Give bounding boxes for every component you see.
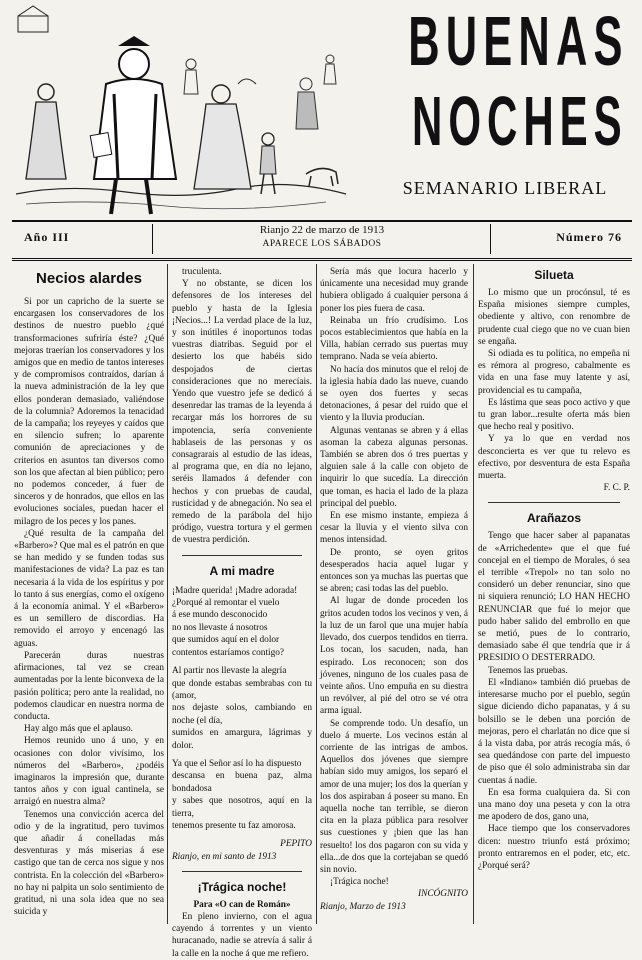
paragraph: Hay algo más que el aplauso. [24, 724, 133, 735]
issue-schedule: APARECE LOS SÁBADOS [262, 239, 382, 249]
column-4 [478, 266, 630, 872]
paragraph: En ese mismo instante, empieza á cesar la lluvia y el viento silva con menos intensidad. [320, 511, 468, 546]
poem-line: nos dejaste solos, cambiando en noche (el día, [172, 703, 312, 726]
paragraph: Al lugar de donde proceden los gritos acuden todos los vecinos y ven, á la luz de un farol que una mujer había llevado, dos cuerpos tendidos en tierra. Los tocan, los sacuden, nada, han espirado. Los reconocen; son dos jóvenes, ninguno de los cuales pasa de veinte años. Uno empuña en su diestra un revólver, al pié del otro se vé otra arma igual. [320, 596, 468, 717]
poem-heading: A mi madre [209, 563, 275, 578]
poem-stanza [172, 758, 312, 832]
paragraph: Reinaba un frío crudísimo. Los pocos establecimientos que había en la Villa, habían cerrado sus puertas muy temprano. Nada se veía abierto. [320, 315, 468, 363]
paragraph: Se comprende todo. Un desafío, un duelo á muerte. Los vecinos están al corriente de las intrigas de ambos. Aquellos dos jóvenes que siempre habían sido muy amigos, los separó el amor de una mujer; los dos la querían y los dos aspiraban á poseer su mano. En aquella noche tan terrible, se dieron cita en la plaza pública para resolver sus cuestiones y ¡bien que las han resuelto! los dos pagaron con su vida y ella...de dos que la cortejaban se quedó sin novio. [320, 718, 468, 875]
paragraph: Y ya lo que en verdad nos desconcierta es ver que tu relevo es efectivo, por desventura de esta España muerta. [478, 434, 630, 482]
section-rule [182, 871, 302, 872]
paragraph: Lo mismo que un procónsul, té es España misiones siempre cumples, obediente y altivo, con renombre de prudente cual ciego que no ve cuan bien se engaña. [478, 288, 630, 347]
column-3 [320, 266, 468, 913]
poem-line: á ese mundo desconocido [172, 610, 268, 621]
paragraph: Hemos reunido uno á uno, y en ocasiones con dolor vivísimo, los números del «Barbero», ¿podéis imaginaros la impresión que, durante tantos años y con igual cantinela, se arraigó en nuestra alma? [14, 736, 164, 808]
column-separator [316, 264, 317, 924]
issue-dateline [162, 223, 482, 251]
paragraph: Tenemos una convicción acerca del odio y de la ingratitud, pero tuvimos que añadir á conelladas más desventuras y más miserias á ese castigo que tan de cerca nos sigue y nos contrista. En la colección del «Barbero» no hay ni palpita un solo sentimiento de gratitud, ni una sola idea que no sea suicida y [14, 809, 164, 918]
poem-line: ¡Madre querida! ¡Madre adorada! [172, 585, 298, 596]
issue-info-bar [12, 220, 632, 261]
newspaper-subtitle: SEMANARIO LIBERAL [402, 178, 608, 198]
column-2 [172, 266, 312, 960]
poem-line: sumidos en amargura, lágrimas y dolor. [172, 728, 312, 751]
paragraph: Algunas ventanas se abren y á ellas asoman la cabeza algunas personas. También se abren dos ó tres puertas y alguien sale á la calle con objeto de inquirir lo que sucedía. La dirección que toman, es hacia el lado de la plaza principal del pueblo. [320, 425, 468, 509]
paragraph: Y no obstante, se dicen los defensores de los intereses del pueblo y hasta de la Iglesia ¡Necios...! La verdad place de la luz, y son inútiles é inoportunos todas vuestras diatribas. Seguid por el desierto los que habéis sido despojados de ciertas consideraciones que no merecíais. Yendo que vuestro jefe se dedicó á desenredar las tramas de la leyenda á recargar más los horrores de su impotencia, sería conveniente hablaseis de las personas y os consagrarais al estudio de las ideas, al programa que, en día no lejano, seréis llamados á defender con hechos y con pruebas de caudal, rusticidad y de abnegación. No sea el remedo de la parábola del hijo pródigo, vuestra tortura y el germen de vuestra perdición. [172, 279, 312, 546]
story-dateline: Rianjo, Marzo de 1913 [320, 901, 406, 912]
column-separator [167, 264, 168, 924]
column-separator [473, 264, 474, 924]
issue-date: Rianjo 22 de marzo de 1913 [259, 224, 385, 236]
poem-line: contentos estaríamos contigo? [172, 647, 285, 658]
poem-dateline: Rianjo, en mi santo de 1913 [172, 851, 277, 862]
info-divider [152, 224, 153, 254]
poem-stanza [172, 585, 312, 659]
story-signature: INCÓGNITO [418, 889, 468, 900]
info-divider [490, 224, 491, 254]
poem-line: no nos llevaste á nosotros [172, 622, 268, 633]
poem-line: y sabes que nosotros, aquí en la tierra, [172, 796, 312, 819]
story-heading: ¡Trágica noche! [197, 879, 287, 894]
poem-line: que sumidos aquí en el dolor [172, 635, 280, 646]
paragraph: Sería más que locura hacerlo y únicamente una necesidad muy grande hubiera obligado á cualquier persona á poner los pies fuera de casa. [320, 267, 468, 314]
paragraph: Si por un capricho de la suerte se encargasen los conservadores de los destinos de nuestro pueblo ¿qué transformaciones sufriría éste? ¿Qué mejoras traerían los conservadores y los amigos que en medio de tantos intereses y de compromisos contraídos, darían á la nueva administración de la ley que ellos ponderan demasiado, valiéndose de la columnia? Adoremos la tenacidad de la campaña; los reyeyes y caídos que en silencio sufren; lo aparente comunión de apreciaciones y de criterios en asuntos tan diversos como son los que afectan al bien público; pero no podemos conceder, á fuer de sinceros y de honrados, que ellos en las evoluciones sociales, puedan hacer el milagro de los peces y los panes. [14, 297, 164, 527]
newspaper-title-line2: NOCHES [412, 82, 628, 160]
poem-line: ¿Porqué al remontar el vuelo [172, 598, 280, 609]
article-heading-necios-alardes: Necios alardes [36, 270, 142, 287]
silueta-heading: Silueta [534, 268, 574, 282]
section-rule [488, 502, 620, 503]
paragraph: En esa forma cualquiera da. Si con una mano doy una peseta y con la otra me apodero de dos, gano una, [478, 787, 630, 823]
story-byline: Para «O can de Román» [193, 899, 291, 910]
poem-line: que donde estabas sembrabas con tu (amor, [172, 678, 312, 701]
paragraph: ¿Qué resulta de la campaña del «Barbero»? Que mal es el patrón en que se han medido y se funden todas sus manifestaciones de vida? La paz es tan necesaria á la vida de los espíritus y por lo tanto á sus energías, como el oxígeno á la economía animal. Y el «Barbero» es un semillero de discordias. Ha removido el arroyo y encenagó las aguas. [14, 528, 164, 649]
paragraph: No hacía dos minutos que el reloj de la iglesia había dado las nueve, cuando se oyen dos fuertes y secas detonaciones, á pesar del ruido que el viento y la lluvia producían. [320, 364, 468, 424]
silueta-signature: F. C. P. [603, 483, 630, 494]
poem-line: Al partir nos llevaste la alegría [172, 666, 287, 677]
column-1 [14, 266, 164, 918]
issue-number: Número 76 [556, 230, 622, 244]
poem-stanza [172, 665, 312, 752]
masthead-illustration [6, 4, 351, 216]
aranazos-heading: Arañazos [526, 511, 582, 526]
paragraph: Tengo que hacer saber al papanatas de «Arrichedente» que el que fué concejal en el tiempo de Morales, ó sea el terrible «Trepol» no tan solo no consideró un deber renunciar, sino que ni siquiera renunció; LO HAN HECHO RENUNCIAR que fué lo mejor que pudo haber salido del embrollo en que se metió, pues de lo contrario, demasiado sabe él que tendría que ir á PRESIDIO O DESTERRADO. [478, 531, 630, 664]
poem-line: Ya que el Señor así lo ha dispuesto [172, 758, 302, 769]
paragraph: El «Indiano» también dió pruebas de interesarse mucho por el pueblo, según sigue diciendo dicho papanatas, y á su bolsillo se le deben una porción de mejoras, pero el charlatán no dice que si á la vista daba, por atrás recogía más, ó sea quedándose con parte del impuesto de piso que él solo administraba sin dar cuentas á nadie. [478, 677, 630, 786]
masthead [0, 0, 642, 220]
newspaper-title-line1: BUENAS [408, 2, 629, 80]
paragraph: Hace tiempo que los conservadores dicen: nuestro triunfo está próximo; pronto entraremos en el poder, etc, etc. ¿Porqué será? [478, 824, 630, 871]
poem-signature: PEPITO [280, 839, 312, 850]
paragraph: Tenemos las pruebas. [488, 665, 568, 676]
paragraph: ¡Trágica noche! [330, 877, 389, 888]
issue-year: Año III [24, 230, 70, 244]
poem-line: descansa en buena paz, alma bondadosa [172, 771, 312, 794]
paragraph: Parecerán duras nuestras afirmaciones, tal vez se crean aumentadas por la lente biconvexa de la pasión política; pero ante la realidad, no podemos claudicar en nuestra norma de conducta. [14, 650, 164, 722]
paragraph: En pleno invierno, con el agua cayendo á torrentes y un viento huracanado, nadie se atrevía á salir á la calle en la noche á que me refiero. [172, 912, 312, 959]
paragraph: Es lástima que seas poco activo y que tu gran labor...resulte oferta más bien que hecho real y positivo. [478, 397, 630, 433]
paragraph: De pronto, se oyen gritos desesperados hacia aquel lugar y entonces son ya muchas las puertas que se abren; casi todas las del pueblo. [320, 547, 468, 595]
paragraph: truculenta. [182, 267, 222, 277]
poem-line: tenemos presente tu faz amorosa. [172, 820, 296, 831]
section-rule [182, 555, 302, 556]
paragraph: Si odiada es tu política, no empeña ni es rémora al progreso, cabalmente es vida en una fase muy latente y así, providencial es tu campaña, [478, 349, 630, 396]
